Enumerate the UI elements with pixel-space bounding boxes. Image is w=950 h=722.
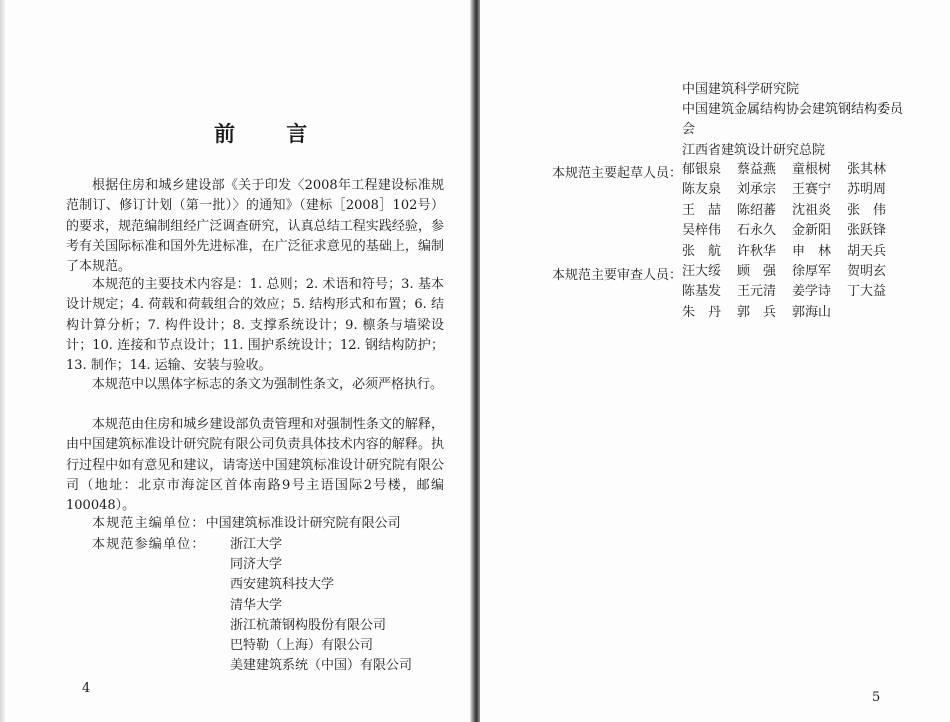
person-name: 贺明玄 [847,264,887,279]
name-row [682,303,902,323]
reviewers-label: 本规范主要审查人员： [552,268,683,283]
person-name: 陈基发 [682,284,722,300]
participating-unit: 巴特勒（上海）有限公司 [230,638,374,654]
continued-units-list [682,80,912,161]
person-name: 徐厚军 [792,264,832,279]
chief-unit-line [92,514,401,534]
person-name: 朱 丹 [682,304,722,320]
name-row [682,221,902,241]
person-name: 沈祖炎 [792,202,832,218]
name-row [682,180,902,200]
participating-unit: 美建建筑系统（中国）有限公司 [230,658,413,674]
preface-paragraph-2: 本规范的主要技术内容是：1. 总则；2. 术语和符号；3. 基本设计规定；4. 荷载和荷载组合的效应；5. 结构形式和布置；6. 结构计算分析；7. 构件设计；8. 支撑系统设计；9. 檩条与墙梁设计；10. 连接和节点设计；11. 围护系统设计；12. 钢结构防护；13. 制作；14. 运输、安装与验收。 [66,277,444,374]
page-edge-shadow [0,0,6,722]
person-name: 许秋华 [737,243,777,259]
person-name: 张跃锋 [847,223,887,239]
drafters-grid [682,160,902,262]
person-name: 吴梓伟 [682,223,722,239]
person-name: 郭海山 [792,304,832,320]
person-name: 胡天兵 [847,243,887,259]
person-name: 张 航 [682,243,722,259]
participating-unit: 清华大学 [230,597,283,613]
participating-unit: 西安建筑科技大学 [230,577,335,593]
name-row [682,242,902,262]
participating-label-line [92,535,206,555]
person-name: 刘承宗 [737,182,777,198]
participating-unit: 同济大学 [230,557,283,573]
name-row [682,282,902,302]
person-name: 陈绍蕃 [737,202,777,218]
person-name: 童根树 [792,162,832,177]
person-name: 顾 强 [737,264,777,279]
person-name: 王元清 [737,284,777,300]
person-name: 王赛宁 [792,182,832,198]
person-name: 姜学诗 [792,284,832,300]
page-number-left: 4 [82,681,91,696]
participating-unit: 浙江大学 [230,537,283,552]
preface-paragraph-3: 本规范中以黑体字标志的条文为强制性条文，必须严格执行。 [92,377,444,392]
reviewers-grid [682,262,902,323]
person-name: 郭 兵 [737,304,777,320]
person-name: 蔡益燕 [737,162,777,177]
name-row [682,160,902,180]
page-number-right: 5 [872,690,881,705]
person-name: 金新阳 [792,223,832,239]
person-name: 王 喆 [682,202,722,218]
name-row [682,262,902,282]
continued-unit: 中国建筑科学研究院 [682,82,800,97]
participating-label: 本规范参编单位： [92,537,206,552]
continued-unit: 中国建筑金属结构协会建筑钢结构委员会 [682,102,904,138]
participating-unit: 浙江杭萧钢构股份有限公司 [230,617,387,633]
chief-unit: 中国建筑标准设计研究院有限公司 [205,516,401,531]
person-name: 石永久 [737,223,777,239]
page-title: 前 言 [214,121,330,146]
preface-paragraph-1: 根据住房和城乡建设部《关于印发〈2008年工程建设标准规范制订、修订计划（第一批）〉的通知》（建标［2008］102号）的要求，规范编制组经广泛调查研究，认真总结工程实践经验，参考有关国际标准和国外先进标准，在广泛征求意见的基础上，编制了本规范。 [66,178,444,275]
person-name: 汪大绥 [682,264,722,279]
participating-units-list [230,535,412,676]
continued-unit: 江西省建筑设计研究总院 [682,142,826,158]
person-name: 张 伟 [847,202,887,218]
person-name: 陈友泉 [682,182,722,198]
chief-unit-label: 本规范主编单位： [92,516,206,531]
name-row [682,201,902,221]
left-page [0,0,472,722]
person-name: 张其林 [847,162,887,177]
person-name: 苏明周 [847,182,887,198]
preface-paragraph-4: 本规范由住房和城乡建设部负责管理和对强制性条文的解释，由中国建筑标准设计研究院有限公司负责具体技术内容的解释。执行过程中如有意见和建议，请寄送中国建筑标准设计研究院有限公司（地址：北京市海淀区首体南路9号主语国际2号楼，邮编100048）。 [66,417,444,514]
person-name: 申 林 [792,243,832,259]
drafters-label: 本规范主要起草人员： [552,166,683,181]
person-name: 郁银泉 [682,162,722,177]
person-name: 丁大益 [847,284,887,300]
